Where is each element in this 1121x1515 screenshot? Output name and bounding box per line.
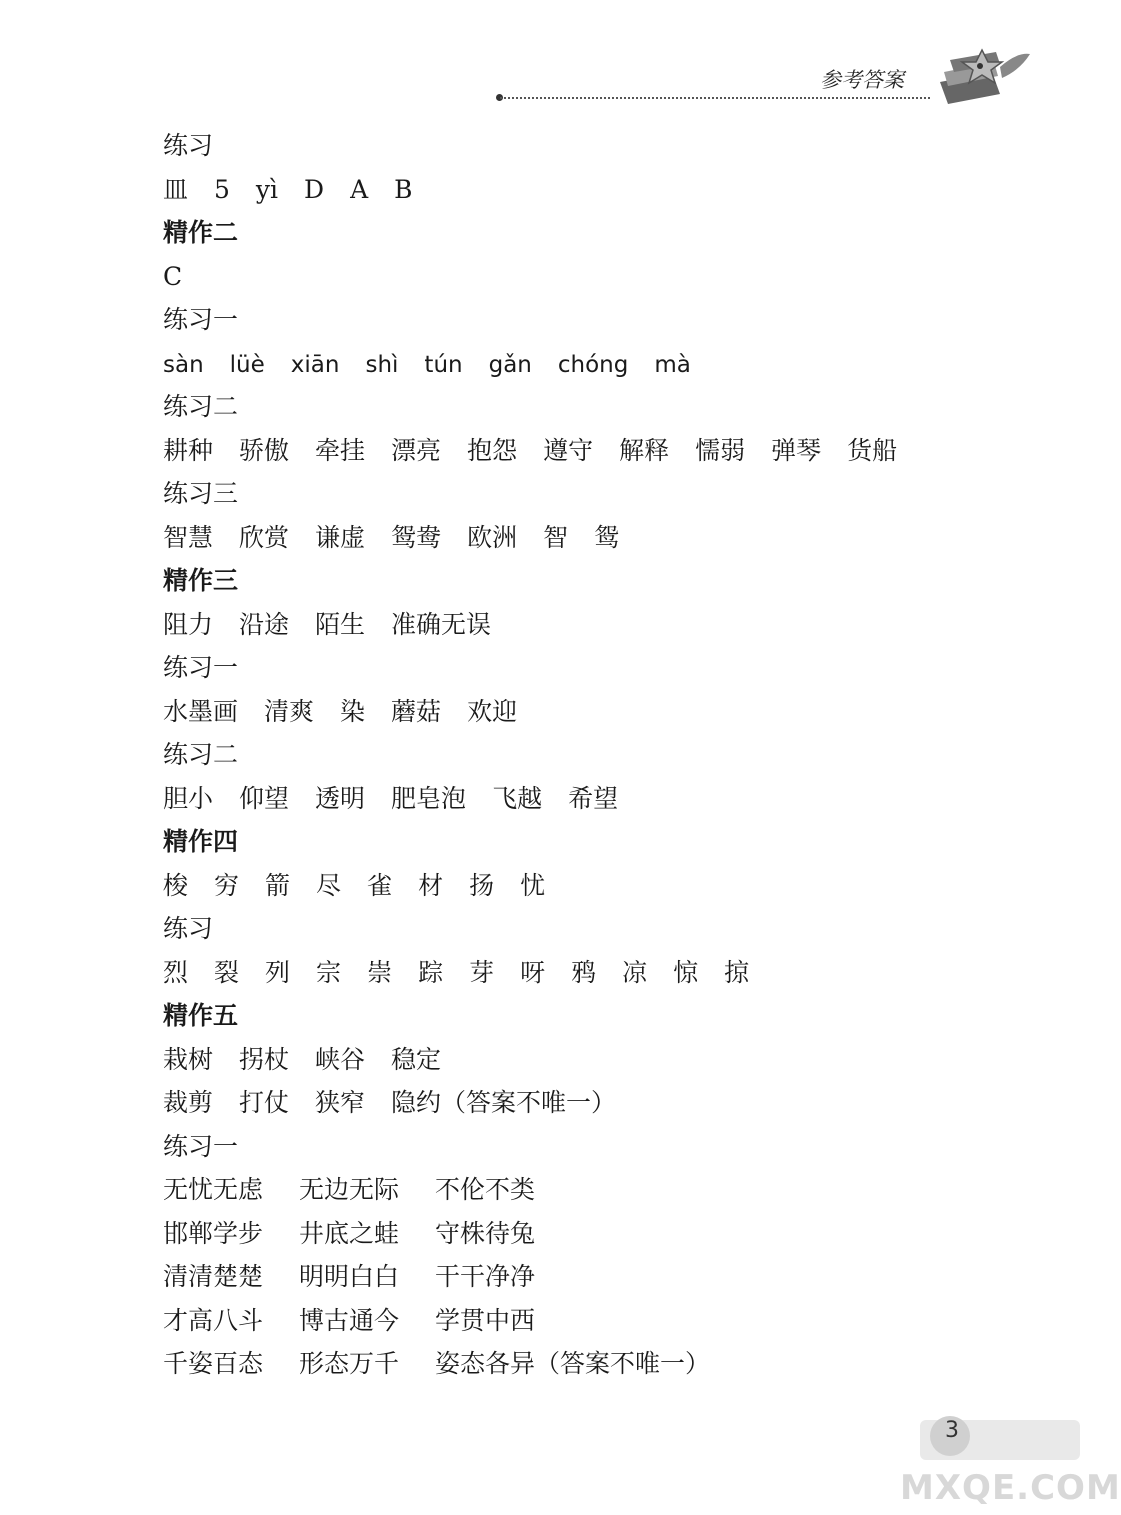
answer-item: shì — [365, 351, 399, 378]
answer-item: 明明白白 — [299, 1262, 400, 1291]
answer-line — [163, 168, 983, 212]
answer-item: 懦弱 — [695, 435, 746, 465]
answer-item: 欣赏 — [239, 522, 290, 552]
answer-item: 列 — [265, 957, 291, 987]
answer-item: 骄傲 — [239, 435, 290, 465]
answer-item: 智慧 — [163, 522, 214, 552]
section-heading — [163, 559, 983, 603]
answer-content — [163, 124, 983, 1386]
answer-item: 隐约（答案不唯一） — [391, 1088, 617, 1117]
answer-line — [163, 1255, 983, 1299]
answer-item: 鸳 — [594, 522, 620, 552]
answer-item: 胆小 — [163, 783, 214, 813]
answer-item: 耕种 — [163, 435, 214, 465]
section-heading — [163, 211, 983, 255]
answer-item: 踪 — [418, 957, 444, 987]
answer-item: 栽树 — [163, 1044, 214, 1074]
exercise-label — [163, 385, 983, 429]
answer-item: 井底之蛙 — [299, 1218, 400, 1248]
answer-item: 无边无际 — [299, 1175, 400, 1204]
exercise-label — [163, 1125, 983, 1169]
answer-item: 精作四 — [163, 827, 239, 856]
answer-item: 阻力 — [163, 609, 214, 639]
answer-item: 鸦 — [571, 957, 597, 987]
answer-item: 博古通今 — [299, 1305, 400, 1335]
exercise-label — [163, 124, 983, 168]
answer-item: 5 — [214, 174, 230, 204]
answer-item: 宗 — [316, 957, 342, 987]
answer-item: 皿 — [163, 174, 189, 204]
answer-item: 练习二 — [163, 392, 239, 421]
answer-item: 千姿百态 — [163, 1349, 264, 1378]
answer-item: 无忧无虑 — [163, 1175, 264, 1204]
answer-line — [163, 255, 983, 299]
answer-item: 守株待兔 — [435, 1218, 536, 1248]
answer-line — [163, 951, 983, 995]
answer-item: 仰望 — [239, 783, 290, 813]
answer-item: 希望 — [568, 783, 619, 813]
header-title: 参考答案 — [820, 68, 904, 92]
answer-item: 漂亮 — [391, 435, 442, 465]
answer-item: xiān — [290, 351, 340, 378]
answer-item: 箭 — [265, 870, 291, 900]
answer-item: 尽 — [316, 870, 342, 900]
answer-item: B — [394, 174, 413, 204]
answer-item: 干干净净 — [435, 1262, 536, 1291]
answer-item: 惊 — [673, 957, 699, 987]
exercise-label — [163, 907, 983, 951]
answer-item: tún — [424, 351, 463, 378]
answer-item: 解释 — [619, 435, 670, 465]
answer-item: 智 — [543, 522, 569, 552]
answer-item: 芽 — [469, 957, 495, 987]
answer-line — [163, 603, 983, 647]
exercise-label — [163, 472, 983, 516]
answer-line — [163, 429, 983, 473]
answer-item: 染 — [340, 696, 366, 726]
answer-item: 打仗 — [239, 1088, 290, 1117]
answer-line — [163, 516, 983, 560]
answer-item: 欢迎 — [467, 696, 518, 726]
header-rule — [500, 97, 930, 99]
answer-line — [163, 342, 983, 386]
answer-item: 沿途 — [239, 609, 290, 639]
answer-item: 货船 — [847, 435, 898, 465]
answer-item: gǎn — [488, 351, 532, 378]
answer-item: 清清楚楚 — [163, 1262, 264, 1291]
answer-line — [163, 1299, 983, 1343]
answer-item: lüè — [229, 351, 265, 378]
answer-item: 不伦不类 — [435, 1175, 536, 1204]
answer-item: 狭窄 — [315, 1088, 366, 1117]
exercise-label — [163, 298, 983, 342]
answer-item: 凉 — [622, 957, 648, 987]
exercise-label — [163, 646, 983, 690]
answer-item: 峡谷 — [315, 1044, 366, 1074]
watermark: MXQE.COM — [900, 1468, 1121, 1508]
answer-item: 形态万千 — [299, 1349, 400, 1378]
answer-item: C — [163, 261, 183, 291]
answer-item: 练习二 — [163, 740, 239, 769]
answer-line — [163, 1081, 983, 1125]
answer-item: 鸳鸯 — [391, 522, 442, 552]
answer-line — [163, 864, 983, 908]
answer-line — [163, 777, 983, 821]
answer-item: 谦虚 — [315, 522, 366, 552]
answer-item: 抱怨 — [467, 435, 518, 465]
answer-line — [163, 690, 983, 734]
answer-item: 呀 — [520, 957, 546, 987]
answer-item: 透明 — [315, 783, 366, 813]
page-number-badge — [900, 1408, 1080, 1468]
answer-item: 练习 — [163, 131, 214, 160]
answer-item: 梭 — [163, 870, 189, 900]
answer-item: yì — [255, 174, 279, 204]
answer-item: 练习一 — [163, 653, 239, 682]
answer-item: 弹琴 — [771, 435, 822, 465]
answer-item: 裂 — [214, 957, 240, 987]
answer-item: 清爽 — [264, 696, 315, 726]
answer-item: 精作二 — [163, 218, 239, 247]
books-star-icon — [922, 42, 1032, 112]
answer-item: sàn — [163, 351, 204, 378]
answer-item: 崇 — [367, 957, 393, 987]
answer-item: chóng — [557, 351, 629, 378]
answer-item: mà — [654, 351, 691, 378]
answer-line — [163, 1168, 983, 1212]
answer-item: A — [350, 174, 369, 204]
answer-item: 掠 — [724, 957, 750, 987]
answer-item: 陌生 — [315, 609, 366, 639]
answer-item: 邯郸学步 — [163, 1218, 264, 1248]
answer-item: 练习 — [163, 914, 214, 943]
answer-line — [163, 1038, 983, 1082]
answer-item: 扬 — [469, 870, 495, 900]
answer-item: 学贯中西 — [435, 1305, 536, 1335]
answer-item: 姿态各异（答案不唯一） — [435, 1349, 711, 1378]
answer-item: 穷 — [214, 870, 240, 900]
answer-item: 才高八斗 — [163, 1305, 264, 1335]
exercise-label — [163, 733, 983, 777]
answer-item: 练习一 — [163, 1131, 239, 1161]
answer-line — [163, 1212, 983, 1256]
section-heading — [163, 994, 983, 1038]
answer-item: 雀 — [367, 870, 393, 900]
answer-item: 牵挂 — [315, 435, 366, 465]
answer-item: 稳定 — [391, 1044, 442, 1074]
section-heading — [163, 820, 983, 864]
answer-item: 遵守 — [543, 435, 594, 465]
answer-item: 裁剪 — [163, 1088, 214, 1117]
answer-item: 材 — [418, 870, 444, 900]
answer-item: 忧 — [520, 870, 546, 900]
answer-item: 练习一 — [163, 305, 239, 334]
answer-item: 精作五 — [163, 1001, 239, 1030]
answer-item: 精作三 — [163, 566, 239, 595]
answer-item: 欧洲 — [467, 522, 518, 552]
answer-item: 肥皂泡 — [391, 783, 467, 813]
answer-item: 准确无误 — [391, 609, 492, 639]
answer-item: 蘑菇 — [391, 696, 442, 726]
answer-line — [163, 1342, 983, 1386]
answer-item: 水墨画 — [163, 696, 239, 726]
page-number: 3 — [945, 1418, 959, 1443]
answer-item: 练习三 — [163, 479, 239, 508]
answer-item: 拐杖 — [239, 1044, 290, 1074]
answer-item: D — [304, 174, 325, 204]
answer-item: 飞越 — [492, 783, 543, 813]
answer-item: 烈 — [163, 957, 189, 987]
